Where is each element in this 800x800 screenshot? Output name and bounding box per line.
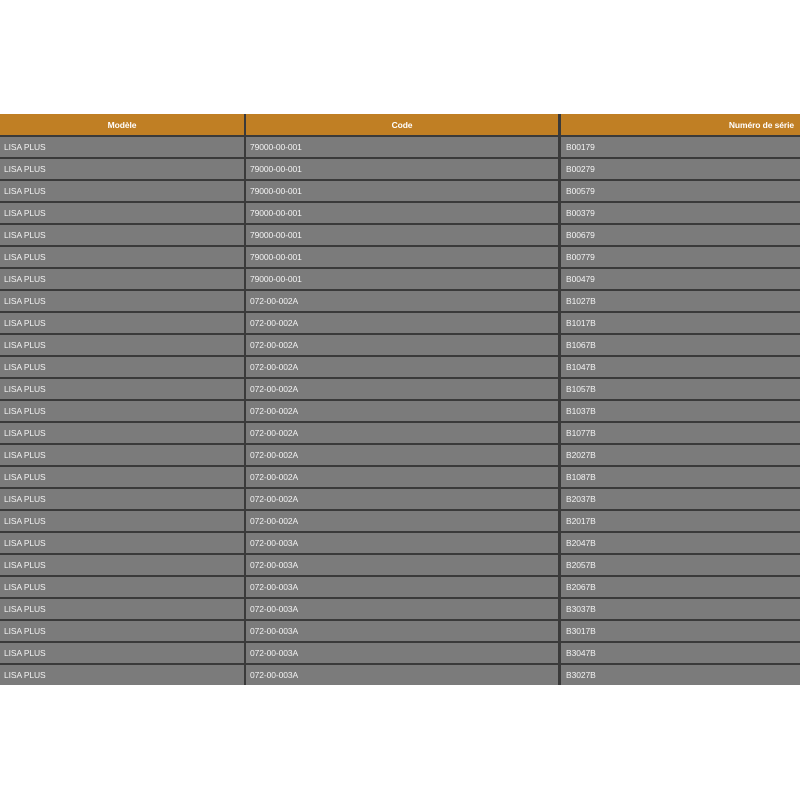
cell-serial-number: B2017B: [561, 511, 800, 531]
serial-number-table: [0, 114, 800, 685]
cell-model: LISA PLUS: [0, 577, 244, 597]
table-row[interactable]: [0, 621, 800, 641]
cell-model: LISA PLUS: [0, 379, 244, 399]
cell-code: 072-00-003A: [246, 643, 558, 663]
table-row[interactable]: [0, 247, 800, 267]
table-row[interactable]: [0, 533, 800, 553]
cell-serial-number: B2027B: [561, 445, 800, 465]
cell-model: LISA PLUS: [0, 423, 244, 443]
cell-code: 072-00-002A: [246, 379, 558, 399]
cell-model: LISA PLUS: [0, 247, 244, 267]
cell-code: 072-00-002A: [246, 423, 558, 443]
cell-code: 072-00-002A: [246, 401, 558, 421]
cell-model: LISA PLUS: [0, 511, 244, 531]
cell-model: LISA PLUS: [0, 401, 244, 421]
table-row[interactable]: [0, 357, 800, 377]
table-row[interactable]: [0, 577, 800, 597]
cell-model: LISA PLUS: [0, 335, 244, 355]
table-row[interactable]: [0, 181, 800, 201]
cell-serial-number: B00779: [561, 247, 800, 267]
cell-code: 072-00-003A: [246, 555, 558, 575]
column-header-model[interactable]: Modèle: [0, 114, 244, 135]
cell-model: LISA PLUS: [0, 621, 244, 641]
cell-model: LISA PLUS: [0, 269, 244, 289]
cell-serial-number: B1087B: [561, 467, 800, 487]
cell-code: 79000-00-001: [246, 181, 558, 201]
cell-code: 072-00-002A: [246, 291, 558, 311]
cell-model: LISA PLUS: [0, 599, 244, 619]
cell-serial-number: B3017B: [561, 621, 800, 641]
cell-model: LISA PLUS: [0, 555, 244, 575]
cell-code: 072-00-002A: [246, 313, 558, 333]
cell-serial-number: B00179: [561, 137, 800, 157]
table-row[interactable]: [0, 445, 800, 465]
table-row[interactable]: [0, 401, 800, 421]
cell-serial-number: B2047B: [561, 533, 800, 553]
cell-code: 072-00-003A: [246, 621, 558, 641]
table-row[interactable]: [0, 137, 800, 157]
cell-model: LISA PLUS: [0, 159, 244, 179]
table-row[interactable]: [0, 555, 800, 575]
table-row[interactable]: [0, 291, 800, 311]
cell-code: 072-00-002A: [246, 489, 558, 509]
cell-code: 072-00-002A: [246, 445, 558, 465]
cell-code: 072-00-003A: [246, 665, 558, 685]
cell-serial-number: B1017B: [561, 313, 800, 333]
table-row[interactable]: [0, 225, 800, 245]
cell-code: 072-00-002A: [246, 511, 558, 531]
cell-serial-number: B3037B: [561, 599, 800, 619]
table-row[interactable]: [0, 159, 800, 179]
cell-serial-number: B00279: [561, 159, 800, 179]
cell-model: LISA PLUS: [0, 181, 244, 201]
cell-serial-number: B1027B: [561, 291, 800, 311]
cell-serial-number: B00579: [561, 181, 800, 201]
cell-code: 072-00-003A: [246, 533, 558, 553]
table-body: [0, 137, 800, 685]
cell-model: LISA PLUS: [0, 357, 244, 377]
cell-serial-number: B2037B: [561, 489, 800, 509]
table-header-row: [0, 114, 800, 135]
cell-serial-number: B00479: [561, 269, 800, 289]
cell-serial-number: B1037B: [561, 401, 800, 421]
cell-serial-number: B3027B: [561, 665, 800, 685]
cell-model: LISA PLUS: [0, 665, 244, 685]
table-row[interactable]: [0, 511, 800, 531]
cell-model: LISA PLUS: [0, 467, 244, 487]
table-row[interactable]: [0, 203, 800, 223]
table-row[interactable]: [0, 599, 800, 619]
cell-model: LISA PLUS: [0, 203, 244, 223]
cell-code: 79000-00-001: [246, 247, 558, 267]
table-row[interactable]: [0, 423, 800, 443]
cell-serial-number: B00679: [561, 225, 800, 245]
cell-model: LISA PLUS: [0, 533, 244, 553]
table-row[interactable]: [0, 467, 800, 487]
column-header-code[interactable]: Code: [246, 114, 558, 135]
cell-model: LISA PLUS: [0, 445, 244, 465]
cell-serial-number: B1047B: [561, 357, 800, 377]
table-row[interactable]: [0, 313, 800, 333]
cell-serial-number: B3047B: [561, 643, 800, 663]
cell-code: 79000-00-001: [246, 137, 558, 157]
cell-model: LISA PLUS: [0, 489, 244, 509]
cell-model: LISA PLUS: [0, 643, 244, 663]
cell-code: 79000-00-001: [246, 203, 558, 223]
cell-serial-number: B2067B: [561, 577, 800, 597]
table-row[interactable]: [0, 643, 800, 663]
cell-code: 072-00-003A: [246, 599, 558, 619]
cell-model: LISA PLUS: [0, 313, 244, 333]
cell-serial-number: B1057B: [561, 379, 800, 399]
cell-code: 072-00-002A: [246, 467, 558, 487]
cell-code: 79000-00-001: [246, 269, 558, 289]
table-row[interactable]: [0, 335, 800, 355]
cell-model: LISA PLUS: [0, 137, 244, 157]
table-row[interactable]: [0, 269, 800, 289]
cell-code: 79000-00-001: [246, 159, 558, 179]
cell-serial-number: B2057B: [561, 555, 800, 575]
table-row[interactable]: [0, 489, 800, 509]
cell-code: 072-00-003A: [246, 577, 558, 597]
cell-serial-number: B1077B: [561, 423, 800, 443]
cell-serial-number: B1067B: [561, 335, 800, 355]
table-row[interactable]: [0, 665, 800, 685]
cell-serial-number: B00379: [561, 203, 800, 223]
column-header-serial-number[interactable]: Numéro de série: [561, 114, 800, 135]
cell-code: 79000-00-001: [246, 225, 558, 245]
table-row[interactable]: [0, 379, 800, 399]
cell-model: LISA PLUS: [0, 291, 244, 311]
cell-code: 072-00-002A: [246, 335, 558, 355]
cell-code: 072-00-002A: [246, 357, 558, 377]
cell-model: LISA PLUS: [0, 225, 244, 245]
